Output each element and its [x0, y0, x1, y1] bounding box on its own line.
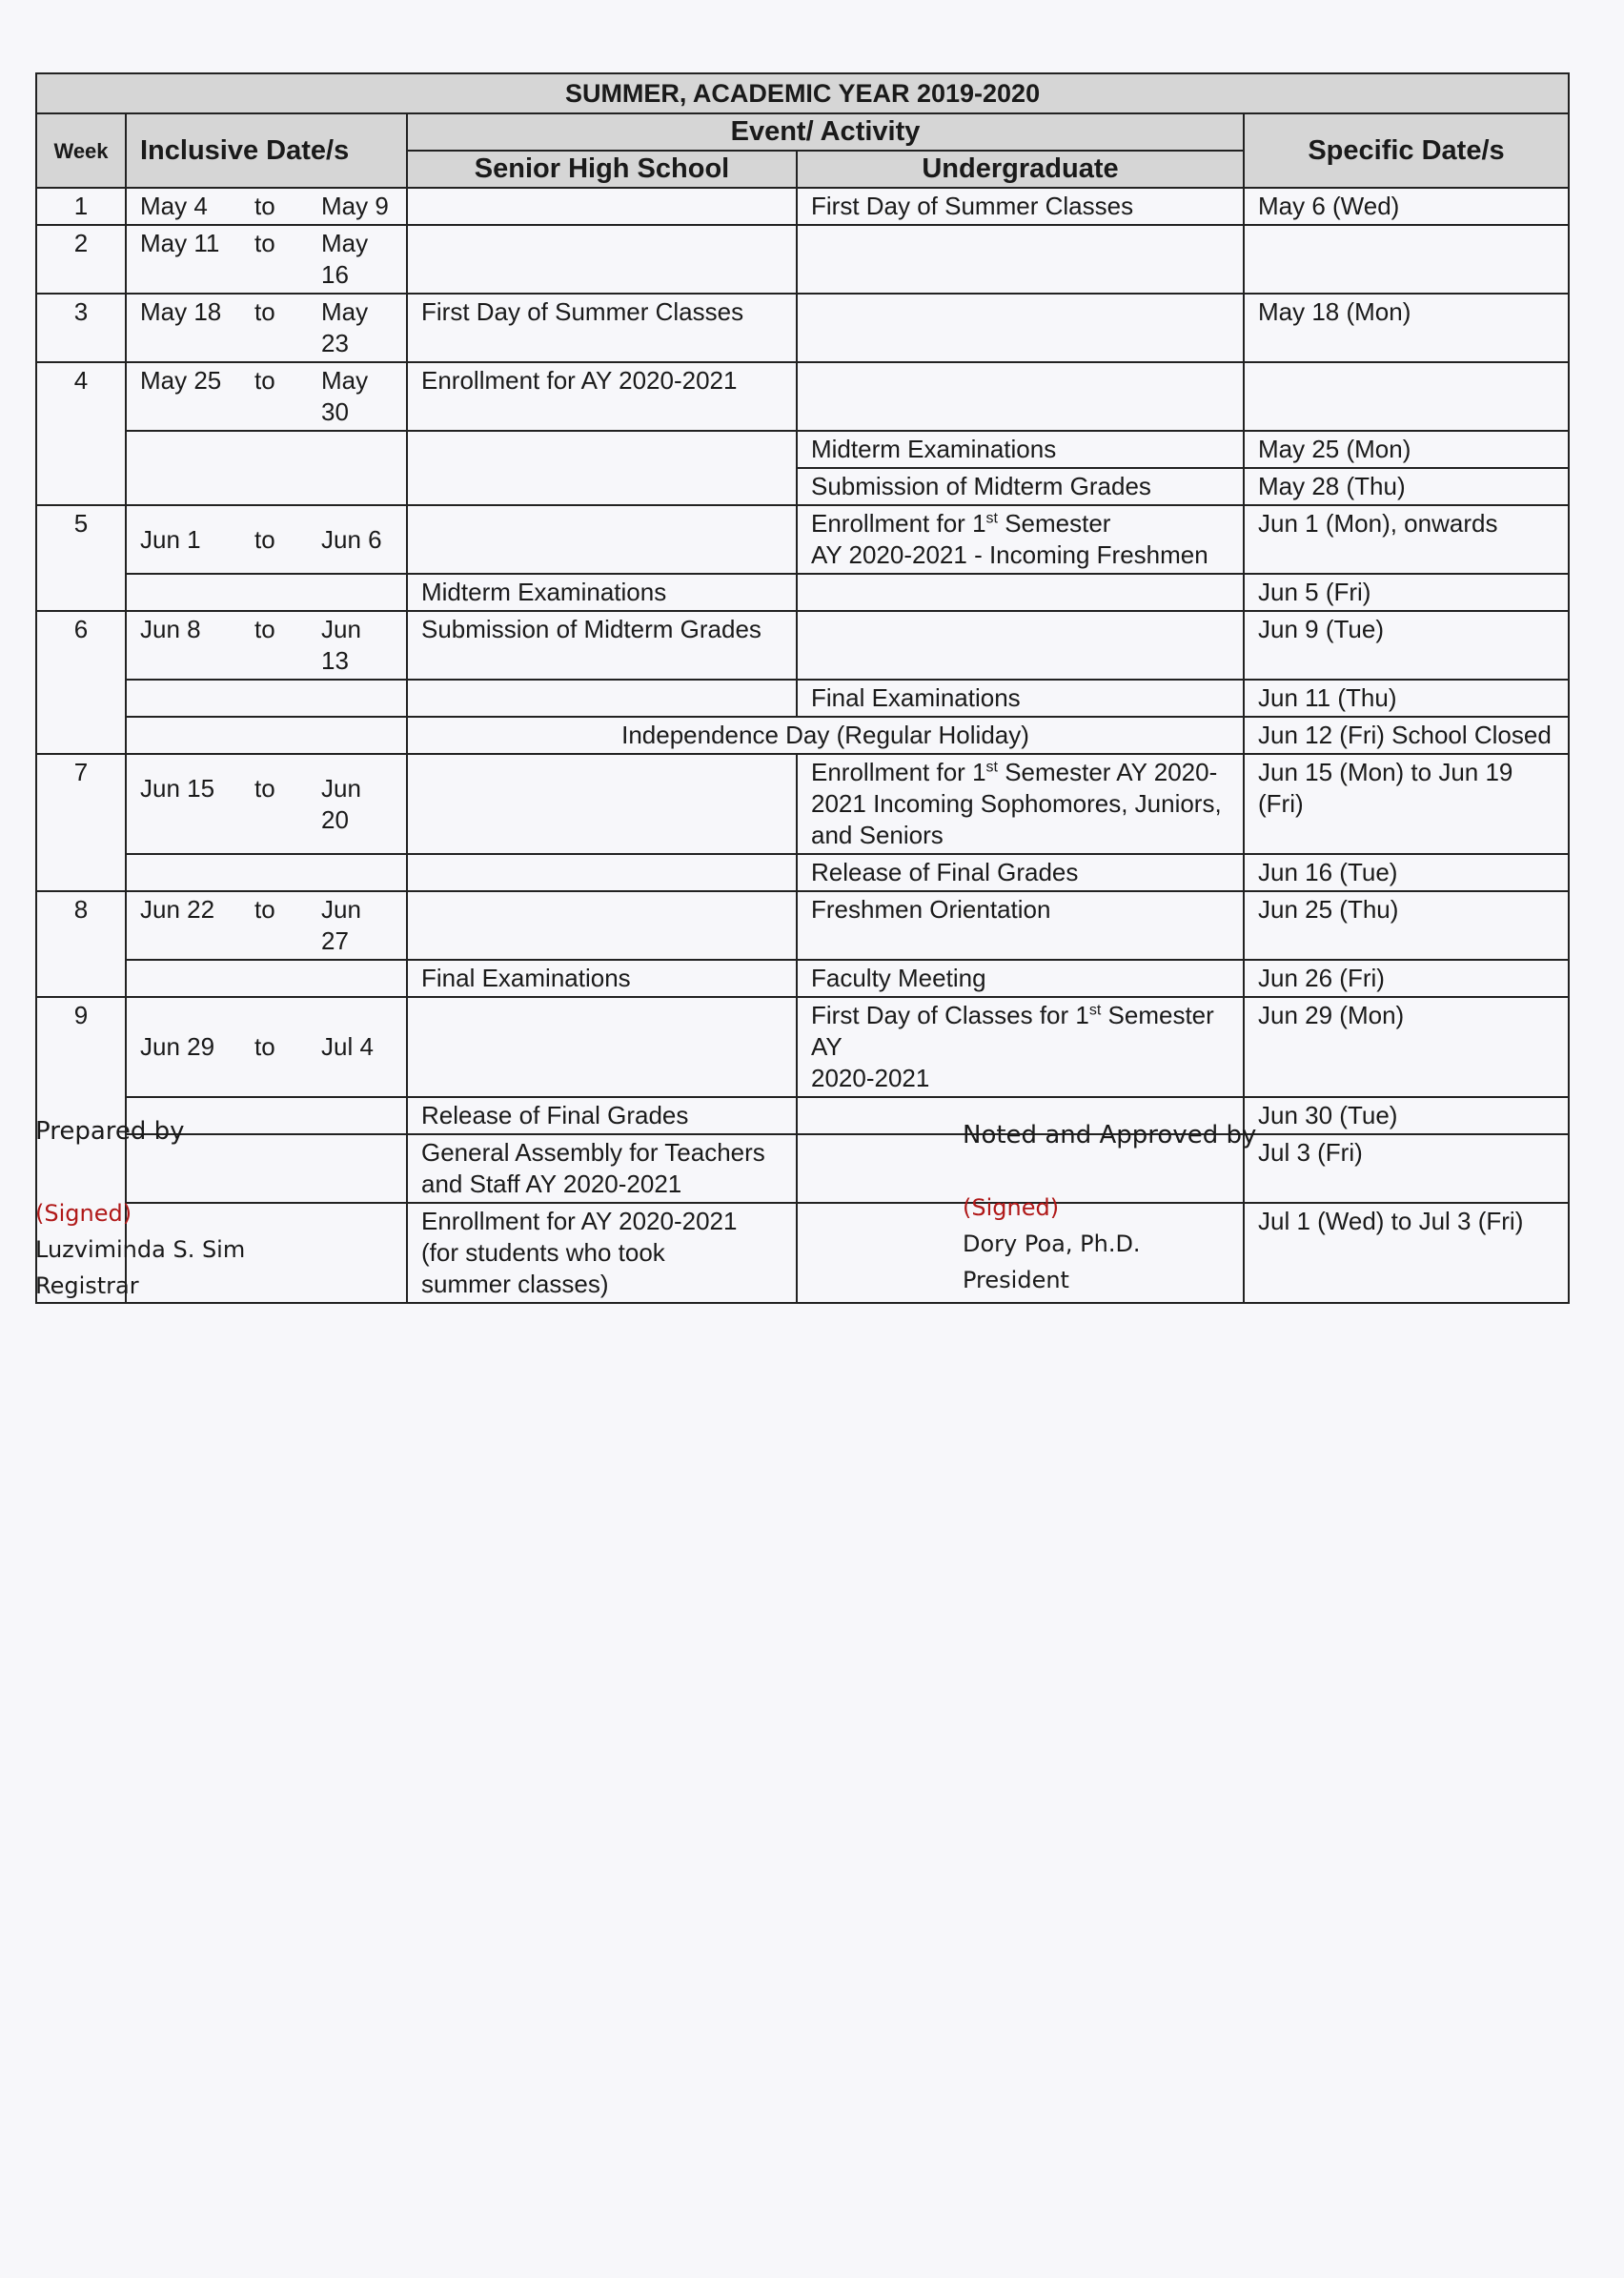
signed-mark: (Signed): [963, 1194, 1060, 1221]
date-range-cell: [126, 574, 407, 611]
event-activity-header: Event/ Activity: [407, 113, 1244, 151]
table-row: [36, 505, 1569, 574]
specific-date-cell: Jul 1 (Wed) to Jul 3 (Fri): [1244, 1203, 1569, 1303]
date-range-cell: [126, 960, 407, 997]
date-range-cell: Jun 1 to Jun 6: [126, 505, 407, 574]
week-cell: 2: [36, 225, 126, 294]
date-range-cell: May 18 to May 23: [126, 294, 407, 362]
week-cell: 6: [36, 611, 126, 754]
week-cell: 5: [36, 505, 126, 611]
table-row: [36, 611, 1569, 680]
ug-cell: Submission of Midterm Grades: [797, 468, 1244, 505]
ug-cell: First Day of Classes for 1st Semester AY 2020-2021: [797, 997, 1244, 1097]
shs-cell: Midterm Examinations: [407, 574, 797, 611]
prepared-by-label: Prepared by: [35, 1117, 185, 1146]
specific-dates-header: Specific Date/s: [1244, 113, 1569, 188]
week-cell: 4: [36, 362, 126, 505]
specific-date-cell: Jun 25 (Thu): [1244, 891, 1569, 960]
approved-by-label: Noted and Approved by: [963, 1121, 1257, 1149]
specific-date-cell: Jun 30 (Tue): [1244, 1097, 1569, 1134]
specific-date-cell: May 6 (Wed): [1244, 188, 1569, 225]
shs-cell: [407, 754, 797, 854]
ug-cell: Final Examinations: [797, 680, 1244, 717]
shs-cell: Submission of Midterm Grades: [407, 611, 797, 680]
table-row: [36, 997, 1569, 1097]
table-row: [36, 754, 1569, 854]
table-row: [36, 1203, 1569, 1303]
shs-cell: First Day of Summer Classes: [407, 294, 797, 362]
ug-cell: First Day of Summer Classes: [797, 188, 1244, 225]
ug-cell: [797, 294, 1244, 362]
date-range-cell: May 11 to May 16: [126, 225, 407, 294]
week-cell: 8: [36, 891, 126, 997]
table-row: [36, 1134, 1569, 1203]
ug-cell: [797, 574, 1244, 611]
ug-cell: Freshmen Orientation: [797, 891, 1244, 960]
shs-cell: General Assembly for Teachers and Staff AY 2020-2021: [407, 1134, 797, 1203]
ug-cell: Release of Final Grades: [797, 854, 1244, 891]
date-range-cell: Jun 15 to Jun 20: [126, 754, 407, 854]
date-range-cell: May 4 to May 9: [126, 188, 407, 225]
holiday-cell: Independence Day (Regular Holiday): [407, 717, 1244, 754]
specific-date-cell: Jun 26 (Fri): [1244, 960, 1569, 997]
shs-cell: [407, 431, 797, 505]
shs-cell: [407, 505, 797, 574]
table-row: [36, 960, 1569, 997]
specific-date-cell: [1244, 225, 1569, 294]
specific-date-cell: Jun 15 (Mon) to Jun 19 (Fri): [1244, 754, 1569, 854]
specific-date-cell: May 18 (Mon): [1244, 294, 1569, 362]
specific-date-cell: May 28 (Thu): [1244, 468, 1569, 505]
ug-cell: Midterm Examinations: [797, 431, 1244, 468]
shs-cell: Enrollment for AY 2020-2021: [407, 362, 797, 431]
specific-date-cell: Jun 9 (Tue): [1244, 611, 1569, 680]
ug-cell: Enrollment for 1st Semester AY 2020-2021 - Incoming Freshmen: [797, 505, 1244, 574]
undergraduate-header: Undergraduate: [797, 151, 1244, 188]
senior-high-header: Senior High School: [407, 151, 797, 188]
prepared-by-block: [35, 1113, 245, 1304]
ug-cell: [797, 611, 1244, 680]
specific-date-cell: May 25 (Mon): [1244, 431, 1569, 468]
table-row: [36, 225, 1569, 294]
shs-cell: [407, 997, 797, 1097]
specific-date-cell: Jun 16 (Tue): [1244, 854, 1569, 891]
signatory-title: President: [963, 1267, 1069, 1293]
date-range-cell: [126, 680, 407, 717]
specific-date-cell: Jun 29 (Mon): [1244, 997, 1569, 1097]
date-range-cell: Jun 22 to Jun 27: [126, 891, 407, 960]
specific-date-cell: Jun 12 (Fri) School Closed: [1244, 717, 1569, 754]
shs-cell: [407, 188, 797, 225]
signed-mark: (Signed): [35, 1200, 132, 1227]
specific-date-cell: Jun 1 (Mon), onwards: [1244, 505, 1569, 574]
table-row: [36, 188, 1569, 225]
approved-by-block: [963, 1117, 1256, 1298]
date-range-cell: Jun 29 to Jul 4: [126, 997, 407, 1097]
week-cell: 9: [36, 997, 126, 1303]
summer-calendar-table: [35, 72, 1570, 1304]
specific-date-cell: [1244, 362, 1569, 431]
table-row: [36, 1097, 1569, 1134]
week-cell: 7: [36, 754, 126, 891]
date-range-cell: [126, 717, 407, 754]
table-row: [36, 854, 1569, 891]
shs-cell: [407, 854, 797, 891]
signatory-name: Luzviminda S. Sim: [35, 1236, 246, 1263]
ug-cell: Faculty Meeting: [797, 960, 1244, 997]
shs-cell: [407, 225, 797, 294]
date-range-cell: Jun 8 to Jun 13: [126, 611, 407, 680]
specific-date-cell: Jun 5 (Fri): [1244, 574, 1569, 611]
table-row: [36, 891, 1569, 960]
signatory-title: Registrar: [35, 1272, 139, 1299]
ug-cell: [797, 362, 1244, 431]
inclusive-dates-header: Inclusive Date/s: [126, 113, 407, 188]
date-range-cell: May 25 to May 30: [126, 362, 407, 431]
shs-cell: [407, 891, 797, 960]
week-cell: 1: [36, 188, 126, 225]
table-row: [36, 574, 1569, 611]
shs-cell: Final Examinations: [407, 960, 797, 997]
table-title: SUMMER, ACADEMIC YEAR 2019-2020: [36, 73, 1569, 113]
date-range-cell: [126, 431, 407, 505]
table-row: [36, 362, 1569, 431]
table-row: [36, 717, 1569, 754]
signatory-name: Dory Poa, Ph.D.: [963, 1231, 1141, 1257]
week-header: Week: [36, 113, 126, 188]
ug-cell: Enrollment for 1st Semester AY 2020- 2021 Incoming Sophomores, Juniors, and Seniors: [797, 754, 1244, 854]
shs-cell: [407, 680, 797, 717]
table-row: [36, 294, 1569, 362]
shs-cell: Release of Final Grades: [407, 1097, 797, 1134]
ug-cell: [797, 225, 1244, 294]
specific-date-cell: Jul 3 (Fri): [1244, 1134, 1569, 1203]
date-range-cell: [126, 854, 407, 891]
table-row: [36, 680, 1569, 717]
table-row: [36, 431, 1569, 468]
specific-date-cell: Jun 11 (Thu): [1244, 680, 1569, 717]
shs-cell: Enrollment for AY 2020-2021 (for students who took summer classes): [407, 1203, 797, 1303]
week-cell: 3: [36, 294, 126, 362]
